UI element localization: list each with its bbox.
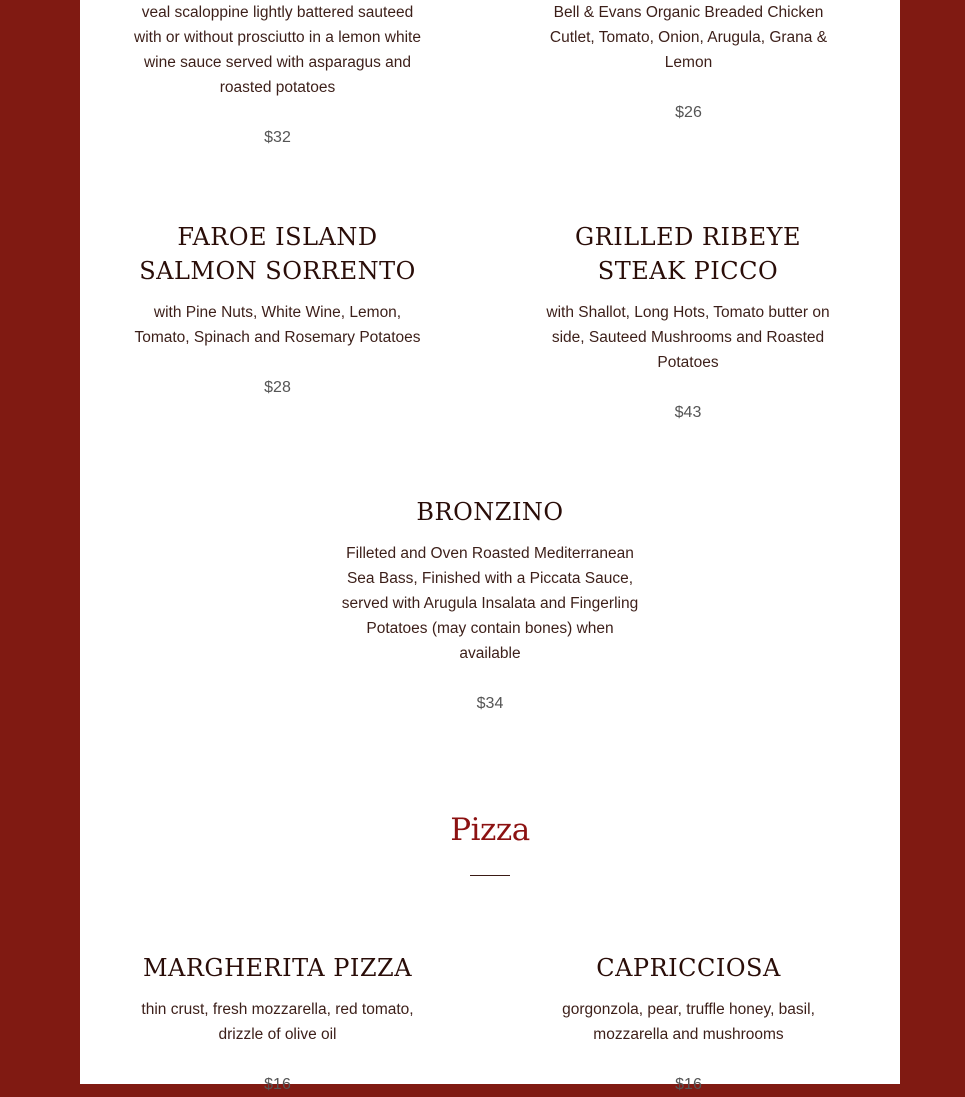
item-title: CAPRICCIOSA [596, 954, 781, 982]
menu-page [80, 0, 900, 1093]
menu-item-bronzino [340, 495, 640, 716]
section-divider [470, 875, 510, 876]
menu-item-chicken [540, 0, 837, 125]
menu-item-margherita [130, 951, 425, 1097]
section-title-pizza: Pizza [450, 812, 530, 848]
menu-item-capricciosa [540, 951, 837, 1097]
item-price: $26 [675, 104, 702, 121]
item-description: with Shallot, Long Hots, Tomato butter on side, Sauteed Mushrooms and Roasted Potatoes [546, 304, 830, 371]
item-title: BRONZINO [416, 498, 564, 526]
item-description: thin crust, fresh mozzarella, red tomato, drizzle of olive oil [141, 1001, 414, 1043]
item-price: $28 [264, 379, 291, 396]
menu-item-ribeye [538, 220, 838, 425]
item-price: $34 [476, 695, 504, 712]
item-price: $43 [674, 404, 702, 421]
item-price: $16 [675, 1076, 702, 1093]
item-price: $16 [264, 1076, 291, 1093]
menu-item-salmon [130, 220, 425, 400]
item-title: MARGHERITA PIZZA [142, 954, 413, 982]
item-title: FAROE ISLAND SALMON SORRENTO [139, 223, 416, 285]
item-description: Bell & Evans Organic Breaded Chicken Cutlet, Tomato, Onion, Arugula, Grana & Lemon [549, 4, 828, 71]
item-price: $32 [264, 129, 291, 146]
item-description: veal scaloppine lightly battered sauteed with or without prosciutto in a lemon white wine sauce served with asparagus and roasted potatoes [134, 4, 421, 96]
item-description: Filleted and Oven Roasted Mediterranean Sea Bass, Finished with a Piccata Sauce, served with Arugula Insalata and Fingerling Potatoes (may contain bones) when available [341, 545, 639, 662]
item-title: GRILLED RIBEYE STEAK PICCO [574, 223, 802, 285]
menu-item-veal [130, 0, 425, 150]
item-description: with Pine Nuts, White Wine, Lemon, Tomato, Spinach and Rosemary Potatoes [134, 304, 421, 346]
item-description: gorgonzola, pear, truffle honey, basil, mozzarella and mushrooms [562, 1001, 815, 1043]
